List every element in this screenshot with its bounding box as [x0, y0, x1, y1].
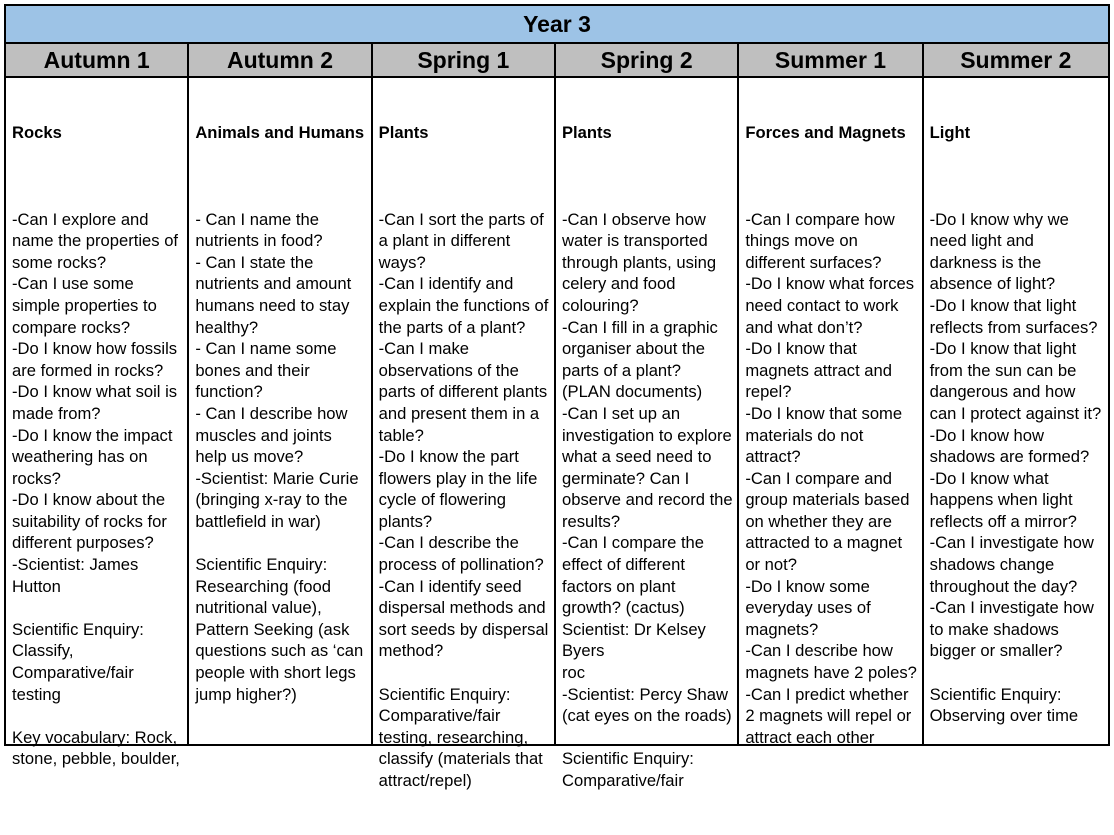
term-header-summer-1: Summer 1 — [739, 44, 923, 76]
topic-title: Forces and Magnets — [745, 123, 906, 143]
topic-title: Light — [929, 123, 971, 143]
term-cell-spring-1 — [373, 78, 556, 790]
term-header-autumn-2: Autumn 2 — [189, 44, 372, 76]
term-cell-autumn-1 — [6, 78, 189, 769]
topic-title: Animals and Humans — [195, 123, 365, 143]
term-header-autumn-1: Autumn 1 — [6, 44, 189, 76]
term-header-spring-2: Spring 2 — [556, 44, 739, 76]
term-content-row — [6, 78, 1108, 790]
term-header-spring-1: Spring 1 — [373, 44, 556, 76]
topic-content: -Can I observe how water is transported through plants, using celery and food colouring? -Can I fill in a graphic organiser about the parts of a plant? (PLAN documents) -Can I set up an investigation to explore what a seed need to germinate? Can I observe and record the results? -Can I compare the effect of different factors on plant growth? (cactus) Scientist: Dr Kelsey Byers roc -Scientist: Percy Shaw (cat eyes on the roads) Scientific Enquiry: Comparative/fair — [561, 209, 733, 790]
topic-content: -Do I know why we need light and darkness is the absence of light? -Do I know that light reflects from surfaces? -Do I know that light from the sun can be dangerous and how can I protect against it? -Do I know how shadows are formed? -Do I know what happens when light reflects off a mirror? -Can I investigate how shadows change throughout the day? -Can I investigate how to make shadows bigger or smaller? Scientific Enquiry: Observing over time — [929, 209, 1102, 726]
term-cell-autumn-2 — [189, 78, 372, 746]
topic-title: Plants — [561, 123, 612, 143]
topic-content: -Can I compare how things move on different surfaces? -Do I know what forces need contact to work and what don’t? -Do I know that magnets attract and repel? -Do I know that some materials do not attract? -Can I compare and group materials based on whether they are attracted to a magnet or not? -Do I know some everyday uses of magnets? -Can I describe how magnets have 2 poles? -Can I predict whether 2 magnets will repel or attract each other — [745, 209, 917, 747]
term-header-row — [6, 44, 1108, 78]
year-title: Year 3 — [6, 6, 1108, 44]
term-cell-spring-2 — [556, 78, 739, 790]
topic-content: - Can I name the nutrients in food? - Can I state the nutrients and amount humans need to stay healthy? - Can I name some bones and their function? - Can I describe how muscles and joints help us move? -Scientist: Marie Curie (bringing x-ray to the battlefield in war) Scientific Enquiry: Researching (food nutritional value), Pattern Seeking (ask questions such as ‘can people with short legs jump higher?) — [195, 209, 364, 704]
term-header-summer-2: Summer 2 — [960, 47, 1072, 73]
topic-content: -Can I explore and name the properties of some rocks? -Can I use some simple properties to compare rocks? -Do I know how fossils are formed in rocks? -Do I know what soil is made from? -Do I know the impact weathering has on rocks? -Do I know about the suitability of rocks for different purposes? -Scientist: James Hutton Scientific Enquiry: Classify, Comparative/fair testing Key vocabulary: Rock, stone, pebble, boulder, — [12, 209, 180, 769]
term-cell-summer-2 — [924, 78, 1108, 746]
topic-content: -Can I sort the parts of a plant in different ways? -Can I identify and explain the functions of the parts of a plant? -Can I make observations of the parts of different plants and present them in a table? -Do I know the part flowers play in the life cycle of flowering plants? -Can I describe the process of pollination? -Can I identify seed dispersal methods and sort seeds by dispersal method? Scientific Enquiry: Comparative/fair testing, researching, classify (materials that attract/repel) — [378, 209, 549, 790]
term-cell-summer-1 — [739, 78, 923, 746]
topic-title: Plants — [378, 123, 429, 143]
curriculum-table — [4, 4, 1110, 790]
topic-title: Rocks — [12, 123, 62, 143]
